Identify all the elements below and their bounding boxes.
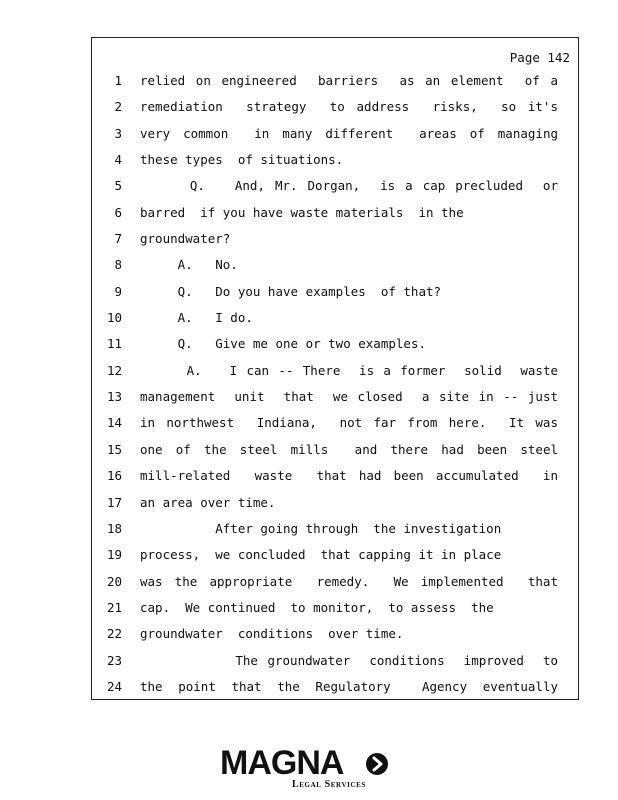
line-text: management unit that we closed a site in -- just: [140, 389, 558, 405]
line-text: Q. Give me one or two examples.: [140, 336, 426, 352]
line-text: one of the steel mills and there had been steel: [140, 441, 558, 457]
line-number: 18: [106, 520, 122, 536]
transcript-line: [92, 676, 578, 702]
line-number: 15: [106, 441, 122, 457]
line-number: 24: [106, 678, 122, 694]
line-text: A. I can -- There is a former solid waste: [140, 362, 558, 378]
transcript-line: [92, 623, 578, 649]
line-number: 16: [106, 468, 122, 484]
line-number: 7: [114, 231, 122, 247]
line-number: 12: [106, 362, 122, 378]
line-number: 13: [106, 389, 122, 405]
transcript-line: [92, 307, 578, 333]
line-text: Q. And, Mr. Dorgan, is a cap precluded or: [140, 178, 558, 194]
transcript-line: [92, 70, 578, 96]
line-text: relied on engineered barriers as an element of a: [140, 73, 558, 88]
transcript-line: [92, 228, 578, 254]
transcript-line: [92, 202, 578, 228]
line-text: very common in many different areas of managing: [140, 125, 558, 141]
line-number: 17: [106, 494, 122, 510]
magna-logo: [220, 745, 400, 793]
line-text: was the appropriate remedy. We implemented that: [140, 573, 558, 589]
line-number: 9: [114, 283, 122, 299]
transcript-line: [92, 597, 578, 623]
transcript-line: [92, 96, 578, 122]
transcript-line: [92, 650, 578, 676]
line-text: the point that the Regulatory Agency eventually: [140, 678, 558, 694]
line-number: 14: [106, 415, 122, 431]
transcript-line: [92, 360, 578, 386]
line-number: 6: [114, 204, 122, 220]
line-number: 1: [114, 73, 122, 88]
transcript-line: [92, 492, 578, 518]
line-number: 20: [106, 573, 122, 589]
logo-wordmark: MAGNA: [220, 744, 344, 782]
line-text: A. No.: [140, 257, 238, 273]
line-number: 5: [114, 178, 122, 194]
line-text: cap. We continued to monitor, to assess the: [140, 599, 494, 615]
line-text: After going through the investigation: [140, 520, 502, 536]
logo-subtitle: Legal Services: [292, 779, 366, 790]
transcript-line: [92, 386, 578, 412]
line-text: groundwater?: [140, 231, 231, 247]
line-text: groundwater conditions over time.: [140, 626, 404, 642]
transcript-line: [92, 281, 578, 307]
line-text: A. I do.: [140, 310, 253, 326]
transcript-line: [92, 544, 578, 570]
transcript-line: [92, 412, 578, 438]
transcript-line: [92, 254, 578, 280]
line-text: an area over time.: [140, 494, 276, 510]
transcript-line: [92, 175, 578, 201]
line-number: 10: [106, 310, 122, 326]
line-text: mill-related waste that had been accumulated in: [140, 468, 558, 484]
transcript-line: [92, 439, 578, 465]
transcript-line: [92, 333, 578, 359]
line-number: 3: [114, 125, 122, 141]
line-text: Q. Do you have examples of that?: [140, 283, 442, 299]
transcript-line: [92, 571, 578, 597]
line-number: 8: [114, 257, 122, 273]
chevron-right-circle-icon: [366, 753, 388, 775]
transcript-page: [91, 37, 579, 700]
transcript-line: [92, 149, 578, 175]
line-text: barred if you have waste materials in the: [140, 204, 464, 220]
line-text: these types of situations.: [140, 152, 344, 168]
line-number: 4: [114, 152, 122, 168]
line-number: 22: [106, 626, 122, 642]
line-number: 21: [106, 599, 122, 615]
line-number: 23: [106, 652, 122, 668]
line-number: 2: [114, 99, 122, 115]
line-number: 11: [106, 336, 122, 352]
line-text: The groundwater conditions improved to: [140, 652, 558, 668]
transcript-lines: [92, 70, 578, 702]
transcript-line: [92, 123, 578, 149]
transcript-line: [92, 518, 578, 544]
line-text: process, we concluded that capping it in place: [140, 547, 502, 563]
line-text: in northwest Indiana, not far from here. It was: [140, 415, 558, 431]
line-text: remediation strategy to address risks, so it's: [140, 99, 558, 115]
line-number: 19: [106, 547, 122, 563]
transcript-line: [92, 465, 578, 491]
page-number: Page 142: [509, 50, 570, 65]
